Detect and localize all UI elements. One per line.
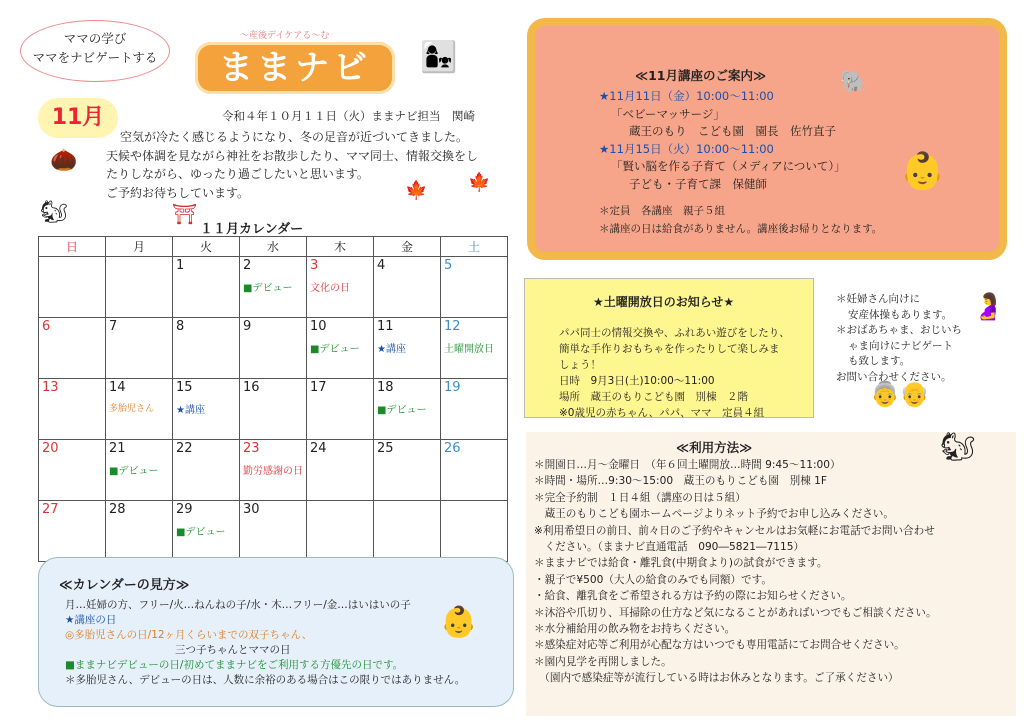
calendar-header: 金 xyxy=(374,237,441,257)
calendar-day-cell xyxy=(106,318,173,379)
calendar-day-cell xyxy=(374,501,441,562)
day-number: 6 xyxy=(42,319,51,334)
legend-line: ◎多胎児さんの日/12ヶ月くらいまでの双子ちゃん、 xyxy=(65,629,313,641)
pregnant-note xyxy=(836,292,962,385)
day-number: 29 xyxy=(176,502,193,517)
calendar-day-cell xyxy=(39,440,106,501)
course-info-panel xyxy=(527,18,1007,260)
course-line: 「ベビーマッサージ」 xyxy=(611,106,725,121)
day-number: 15 xyxy=(176,380,193,395)
month-badge: 11月 xyxy=(38,98,118,138)
calendar-day-cell xyxy=(240,501,307,562)
calendar-day-cell xyxy=(240,440,307,501)
logo-title: ままナビ xyxy=(195,42,395,94)
calendar-day-cell xyxy=(441,257,508,318)
usage-line: ＊沐浴や爪切り、耳掃除の仕方など気になることがあればいつでもご相談ください。 xyxy=(534,606,937,619)
usage-line: ＊水分補給用の飲み物をお持ちください。 xyxy=(534,623,736,636)
calendar-day-cell xyxy=(106,257,173,318)
course-line: ★11月15日（火）10:00～11:00 xyxy=(599,141,774,156)
calendar-day-cell xyxy=(374,440,441,501)
acorn-icon: 🌰 xyxy=(50,148,78,173)
calendar-day-cell xyxy=(173,440,240,501)
course-line: 「賢い脳を作る子育て（メディアについて）」 xyxy=(611,159,846,173)
calendar-day-cell xyxy=(307,257,374,318)
saturday-open-day-panel xyxy=(524,278,814,418)
calendar-day-cell xyxy=(374,379,441,440)
day-event: ★講座 xyxy=(176,405,205,416)
squirrel-wreath-icon: 🐿 xyxy=(940,430,976,463)
day-number: 25 xyxy=(377,441,394,456)
day-number: 17 xyxy=(310,380,327,395)
torii-gate-icon: ⛩ xyxy=(172,202,198,226)
legend-line: ■ままナビデビューの日/初めてままナビをご利用する方優先の日です。 xyxy=(65,659,404,671)
intro-text xyxy=(106,128,501,202)
pregnant-note-line: 安産体操もあります。 xyxy=(848,308,953,321)
day-number: 30 xyxy=(243,502,260,517)
calendar-header: 火 xyxy=(173,237,240,257)
course-title: ≪11月講座のご案内≫ xyxy=(635,68,767,83)
legend-title: ≪カレンダーの見方≫ xyxy=(59,578,190,593)
day-number: 14 xyxy=(109,380,126,395)
bubble-line-1: ママの学び xyxy=(63,31,127,46)
calendar-week xyxy=(39,257,508,318)
calendar-week xyxy=(39,501,508,562)
calendar-day-cell xyxy=(441,440,508,501)
pregnant-note-line: ゃま向けにナビゲート xyxy=(848,339,953,352)
day-number: 24 xyxy=(310,441,327,456)
calendar-day-cell xyxy=(441,379,508,440)
calendar-day-cell xyxy=(106,440,173,501)
calendar-header: 木 xyxy=(307,237,374,257)
usage-line: ＊ままナビでは給食・離乳食(中期食より)の試食ができます。 xyxy=(534,557,828,570)
legend-line: 三つ子ちゃんとママの日 xyxy=(175,644,291,656)
day-event: ■デビュー xyxy=(109,466,159,477)
day-number: 7 xyxy=(109,319,118,334)
day-number: 20 xyxy=(42,441,59,456)
usage-line: ＊時間・場所…9:30～15:00 蔵王のもりこども園 別棟 1F xyxy=(534,475,827,488)
day-number: 22 xyxy=(176,441,193,456)
day-number: 9 xyxy=(243,319,252,334)
calendar-table xyxy=(38,236,508,562)
grandparents-icon: 👵👴 xyxy=(870,380,930,408)
calendar-day-cell xyxy=(106,501,173,562)
calendar-day-cell xyxy=(173,501,240,562)
legend-line: 月…妊婦の方、フリー/火…ねんねの子/水・木…フリー/金…はいはいの子 xyxy=(65,599,411,611)
pregnant-note-line: も致します。 xyxy=(848,355,911,367)
day-number: 28 xyxy=(109,502,126,517)
pregnant-woman-icon: 🤰 xyxy=(972,292,1005,322)
day-event: 文化の日 xyxy=(310,283,350,294)
usage-line: ・親子で¥500（大人の給食のみでも同額）です。 xyxy=(534,573,772,586)
day-number: 16 xyxy=(243,380,260,395)
calendar-header: 土 xyxy=(441,237,508,257)
day-number: 18 xyxy=(377,380,394,395)
calendar-day-cell xyxy=(307,379,374,440)
usage-line: ＊完全予約制 １日４組（講座の日は５組） xyxy=(534,491,746,504)
logo-tagline: ～産後デイケアる～む xyxy=(240,31,330,41)
calendar-day-cell xyxy=(374,318,441,379)
calendar-day-cell xyxy=(173,257,240,318)
maple-leaf-icon: 🍁 xyxy=(468,172,491,193)
saturday-line: 日時 9月3日(土)10:00～11:00 xyxy=(559,375,715,387)
day-number: 27 xyxy=(42,502,59,517)
day-number: 3 xyxy=(310,258,319,273)
day-number: 23 xyxy=(243,441,260,456)
hanging-toys-icon: 🐘 xyxy=(840,70,868,95)
calendar-day-cell xyxy=(173,318,240,379)
saturday-line: しょう！ xyxy=(559,359,601,371)
speech-bubble xyxy=(20,20,170,82)
saturday-line: ※0歳児の赤ちゃん、パパ、ママ 定員４組 xyxy=(559,407,765,419)
calendar-day-cell xyxy=(307,318,374,379)
calendar-day-cell xyxy=(307,440,374,501)
calendar-day-cell xyxy=(240,257,307,318)
calendar-day-cell xyxy=(307,501,374,562)
day-number: 4 xyxy=(377,258,386,273)
usage-line: ください。（ままナビ直通電話 090―5821―7115） xyxy=(534,541,805,554)
day-event: 土曜開放日 xyxy=(444,344,494,355)
calendar-week xyxy=(39,440,508,501)
calendar-day-cell xyxy=(374,257,441,318)
saturday-line: パパ同士の情報交換や、ふれあい遊びをしたり、 xyxy=(559,327,790,339)
legend-line: ★講座の日 xyxy=(65,614,117,626)
usage-line: ＊感染症対応等ご利用が心配な方はいつでも専用電話にてお問合せください。 xyxy=(534,639,905,652)
usage-line: ＊開園日…月～金曜日 （年６回土曜開放…時間 9:45～11:00） xyxy=(534,459,841,471)
day-number: 8 xyxy=(176,319,185,334)
calendar-header: 日 xyxy=(39,237,106,257)
day-number: 2 xyxy=(243,258,252,273)
day-event: ■デビュー xyxy=(377,405,427,416)
day-number: 26 xyxy=(444,441,461,456)
sleeping-baby-icon: 👶 xyxy=(900,151,945,192)
day-number: 19 xyxy=(444,380,461,395)
calendar-day-cell xyxy=(39,257,106,318)
calendar-day-cell xyxy=(39,379,106,440)
usage-line: ・給食、離乳食をご希望される方は予約の際にお知らせください。 xyxy=(534,590,852,603)
day-event: ■デビュー xyxy=(310,344,360,355)
day-event: ■デビュー xyxy=(176,527,226,538)
intro-line: 天候や体調を見ながら神社をお散歩したり、ママ同士、情報交換をし xyxy=(106,148,479,163)
course-line: 蔵王のもり こども園 園長 佐竹直子 xyxy=(629,124,836,138)
calendar-header: 月 xyxy=(106,237,173,257)
day-number: 1 xyxy=(176,258,185,273)
usage-line: 蔵王のもりこども園ホームページよりネット予約でお申し込みください。 xyxy=(534,508,894,521)
course-line: ★11月11日（金）10:00～11:00 xyxy=(599,89,774,103)
intro-line: たりしながら、ゆったり過ごしたいと思います。 xyxy=(106,167,369,181)
day-number: 5 xyxy=(444,258,453,273)
saturday-title: ★土曜開放日のお知らせ★ xyxy=(593,295,735,309)
usage-line: ※利用希望日の前日、前々日のご予約やキャンセルはお気軽にお電話でお問い合わせ xyxy=(534,524,935,537)
calendar-day-cell xyxy=(39,318,106,379)
pregnant-note-line: お問い合わせください。 xyxy=(836,370,952,383)
day-event: 多胎児さん xyxy=(109,404,155,414)
course-line: 子ども・子育て課 保健師 xyxy=(629,176,767,191)
usage-title: ≪利用方法≫ xyxy=(676,440,753,455)
squirrel-icon: 🐿 xyxy=(40,200,68,225)
calendar-title: １１月カレンダー xyxy=(200,222,304,237)
day-number: 11 xyxy=(377,319,394,334)
calendar-header: 水 xyxy=(240,237,307,257)
calendar-day-cell xyxy=(106,379,173,440)
course-line: ＊定員 各講座 親子５組 xyxy=(599,205,725,217)
mother-baby-illustration-icon: 👩‍👧 xyxy=(420,40,458,75)
day-event: 勤労感謝の日 xyxy=(243,466,303,477)
pregnant-note-line: ＊おばあちゃま、おじいち xyxy=(836,324,962,336)
saturday-line: 簡単な手作りおもちゃを作ったりして楽しみま xyxy=(559,343,780,355)
baby-crawling-icon: 👶 xyxy=(440,605,478,640)
saturday-line: 場所 蔵王のもりこども園 別棟 ２階 xyxy=(559,391,748,403)
calendar-day-cell xyxy=(39,501,106,562)
usage-panel xyxy=(526,432,1016,716)
day-number: 21 xyxy=(109,441,126,456)
day-number: 13 xyxy=(42,380,59,395)
calendar-day-cell xyxy=(240,379,307,440)
calendar-day-cell xyxy=(441,501,508,562)
day-number: 12 xyxy=(444,319,461,334)
maple-leaf-icon: 🍁 xyxy=(405,180,428,201)
course-line: ＊講座の日は給食がありません。講座後お帰りとなります。 xyxy=(599,222,883,235)
calendar-day-cell xyxy=(240,318,307,379)
pregnant-note-line: ＊妊婦さん向けに xyxy=(836,293,920,305)
day-event: ★講座 xyxy=(377,344,406,355)
legend-line: ＊多胎児さん、デビューの日は、人数に余裕のある場合はこの限りではありません。 xyxy=(65,674,466,686)
day-number: 10 xyxy=(310,319,327,334)
dateline: 令和４年１０月１１日（火）ままナビ担当 関崎 xyxy=(222,109,475,123)
intro-line: ご予約お待ちしています。 xyxy=(106,185,250,200)
calendar-week xyxy=(39,379,508,440)
intro-line: 空気が冷たく感じるようになり、冬の足音が近づいてきました。 xyxy=(120,130,469,144)
day-event: ■デビュー xyxy=(243,283,293,294)
calendar-week xyxy=(39,318,508,379)
usage-line: ＊園内見学を再開しました。 xyxy=(534,655,672,668)
calendar-day-cell xyxy=(173,379,240,440)
usage-line: （園内で感染症等が流行している時はお休みとなります。ご了承ください） xyxy=(534,672,899,685)
calendar-day-cell xyxy=(441,318,508,379)
bubble-line-2: ママをナビゲートする xyxy=(32,50,158,65)
